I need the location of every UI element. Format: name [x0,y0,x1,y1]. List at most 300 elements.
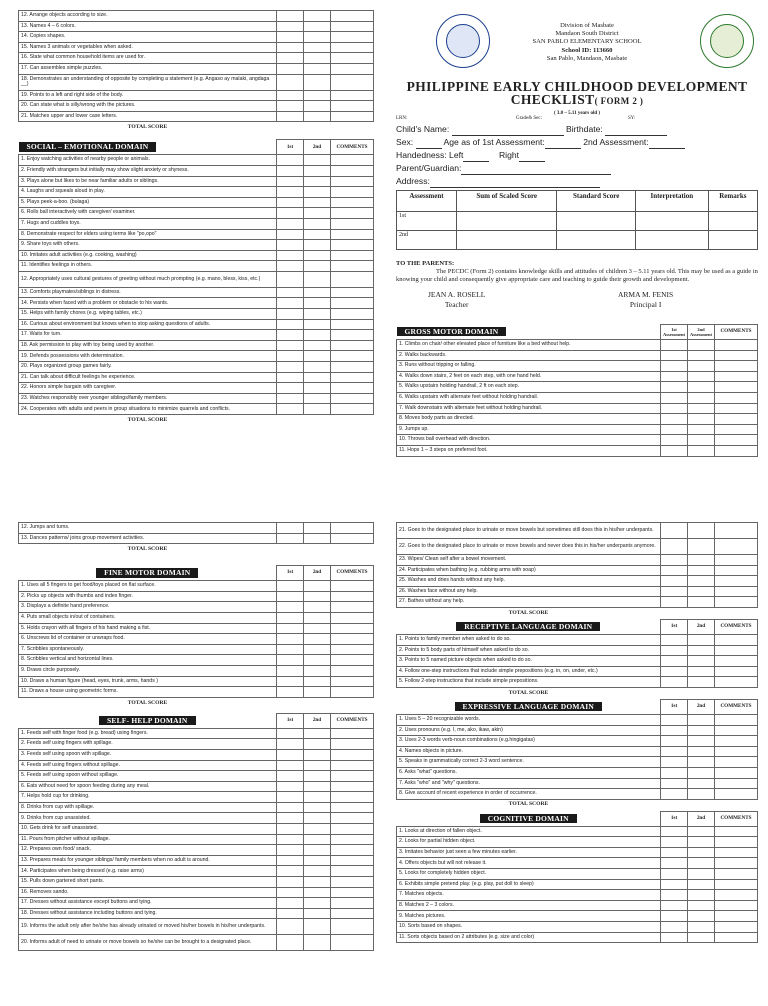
score-2nd-cell[interactable] [304,187,331,198]
comments-cell[interactable] [331,623,374,634]
score-1st-cell[interactable] [277,760,304,771]
score-1st-cell[interactable] [277,208,304,219]
score-2nd-cell[interactable] [688,414,715,425]
comments-cell[interactable] [331,739,374,750]
score-1st-cell[interactable] [277,781,304,792]
score-1st-cell[interactable] [277,351,304,362]
score-1st-cell[interactable] [277,824,304,835]
score-1st-cell[interactable] [277,393,304,404]
score-1st-cell[interactable] [277,623,304,634]
score-2nd-cell[interactable] [688,736,715,747]
score-1st-cell[interactable] [661,565,688,576]
score-2nd-cell[interactable] [688,767,715,778]
score-1st-cell[interactable] [661,869,688,880]
comments-cell[interactable] [715,757,758,768]
score-1st-cell[interactable] [661,932,688,943]
score-2nd-cell[interactable] [304,533,331,544]
comments-cell[interactable] [715,382,758,393]
score-1st-cell[interactable] [661,523,688,539]
score-1st-cell[interactable] [661,900,688,911]
score-2nd-cell[interactable] [688,565,715,576]
score-1st-cell[interactable] [661,890,688,901]
comments-cell[interactable] [331,908,374,919]
comments-cell[interactable] [331,271,374,287]
score-2nd-cell[interactable] [304,591,331,602]
score-1st-cell[interactable] [277,32,304,43]
score-2nd-cell[interactable] [304,240,331,251]
score-2nd-cell[interactable] [304,887,331,898]
comments-cell[interactable] [715,911,758,922]
comments-cell[interactable] [331,53,374,64]
score-2nd-cell[interactable] [304,287,331,298]
score-2nd-cell[interactable] [688,879,715,890]
score-2nd-cell[interactable] [304,393,331,404]
assessment-cell[interactable] [708,212,757,231]
comments-cell[interactable] [331,919,374,935]
score-2nd-cell[interactable] [304,330,331,341]
score-2nd-cell[interactable] [688,445,715,456]
score-2nd-cell[interactable] [688,932,715,943]
score-1st-cell[interactable] [661,725,688,736]
score-1st-cell[interactable] [661,837,688,848]
comments-cell[interactable] [331,749,374,760]
score-1st-cell[interactable] [661,424,688,435]
score-1st-cell[interactable] [277,792,304,803]
score-2nd-cell[interactable] [304,760,331,771]
score-2nd-cell[interactable] [688,757,715,768]
score-1st-cell[interactable] [277,21,304,32]
score-1st-cell[interactable] [277,229,304,240]
comments-cell[interactable] [331,655,374,666]
comments-cell[interactable] [715,789,758,800]
score-1st-cell[interactable] [277,665,304,676]
comments-cell[interactable] [715,576,758,587]
score-2nd-cell[interactable] [304,581,331,592]
score-1st-cell[interactable] [277,877,304,888]
score-1st-cell[interactable] [277,581,304,592]
comments-cell[interactable] [331,523,374,534]
assessment-cell[interactable] [708,231,757,250]
comments-cell[interactable] [715,340,758,351]
comments-cell[interactable] [331,330,374,341]
score-2nd-cell[interactable] [304,523,331,534]
assessment-cell[interactable] [635,212,708,231]
score-1st-cell[interactable] [661,645,688,656]
score-1st-cell[interactable] [277,908,304,919]
comments-cell[interactable] [331,21,374,32]
score-2nd-cell[interactable] [304,676,331,687]
score-1st-cell[interactable] [277,591,304,602]
comments-cell[interactable] [715,424,758,435]
comments-cell[interactable] [331,665,374,676]
score-1st-cell[interactable] [277,887,304,898]
comments-cell[interactable] [715,445,758,456]
score-2nd-cell[interactable] [688,911,715,922]
score-2nd-cell[interactable] [688,350,715,361]
score-1st-cell[interactable] [661,555,688,566]
score-1st-cell[interactable] [661,736,688,747]
sex-field[interactable] [416,139,442,149]
score-1st-cell[interactable] [277,739,304,750]
score-2nd-cell[interactable] [304,155,331,166]
score-2nd-cell[interactable] [688,778,715,789]
score-1st-cell[interactable] [277,855,304,866]
score-2nd-cell[interactable] [304,866,331,877]
score-1st-cell[interactable] [661,371,688,382]
score-2nd-cell[interactable] [304,176,331,187]
score-1st-cell[interactable] [277,63,304,74]
score-2nd-cell[interactable] [304,271,331,287]
comments-cell[interactable] [331,383,374,394]
comments-cell[interactable] [715,879,758,890]
comments-cell[interactable] [715,555,758,566]
score-1st-cell[interactable] [661,445,688,456]
comments-cell[interactable] [331,319,374,330]
score-2nd-cell[interactable] [688,858,715,869]
comments-cell[interactable] [715,900,758,911]
score-1st-cell[interactable] [277,271,304,287]
comments-cell[interactable] [331,644,374,655]
score-1st-cell[interactable] [661,858,688,869]
comments-cell[interactable] [331,362,374,373]
comments-cell[interactable] [331,32,374,43]
score-1st-cell[interactable] [661,414,688,425]
score-1st-cell[interactable] [277,155,304,166]
score-1st-cell[interactable] [277,602,304,613]
score-2nd-cell[interactable] [304,802,331,813]
score-1st-cell[interactable] [661,392,688,403]
score-1st-cell[interactable] [661,340,688,351]
comments-cell[interactable] [331,101,374,112]
score-2nd-cell[interactable] [304,165,331,176]
score-2nd-cell[interactable] [688,555,715,566]
score-2nd-cell[interactable] [304,655,331,666]
comments-cell[interactable] [715,565,758,576]
score-2nd-cell[interactable] [304,834,331,845]
score-1st-cell[interactable] [277,655,304,666]
score-2nd-cell[interactable] [688,597,715,608]
score-2nd-cell[interactable] [688,371,715,382]
comments-cell[interactable] [331,372,374,383]
score-2nd-cell[interactable] [304,919,331,935]
score-1st-cell[interactable] [661,677,688,688]
score-2nd-cell[interactable] [688,576,715,587]
comments-cell[interactable] [331,845,374,856]
comments-cell[interactable] [331,74,374,90]
comments-cell[interactable] [715,371,758,382]
score-1st-cell[interactable] [661,879,688,890]
score-1st-cell[interactable] [661,778,688,789]
score-2nd-cell[interactable] [304,612,331,623]
score-1st-cell[interactable] [277,644,304,655]
score-2nd-cell[interactable] [688,539,715,555]
score-2nd-cell[interactable] [688,900,715,911]
assessment-cell[interactable] [456,231,556,250]
score-1st-cell[interactable] [277,176,304,187]
score-1st-cell[interactable] [661,746,688,757]
score-1st-cell[interactable] [661,666,688,677]
score-1st-cell[interactable] [277,240,304,251]
assessment-cell[interactable] [557,231,635,250]
score-2nd-cell[interactable] [304,781,331,792]
comments-cell[interactable] [715,645,758,656]
score-2nd-cell[interactable] [304,53,331,64]
comments-cell[interactable] [331,634,374,645]
score-2nd-cell[interactable] [304,898,331,909]
score-2nd-cell[interactable] [688,645,715,656]
comments-cell[interactable] [331,813,374,824]
score-2nd-cell[interactable] [688,340,715,351]
score-2nd-cell[interactable] [304,319,331,330]
score-1st-cell[interactable] [277,919,304,935]
score-1st-cell[interactable] [277,298,304,309]
score-2nd-cell[interactable] [304,74,331,90]
score-2nd-cell[interactable] [304,90,331,101]
score-2nd-cell[interactable] [304,623,331,634]
comments-cell[interactable] [331,197,374,208]
comments-cell[interactable] [715,826,758,837]
comments-cell[interactable] [715,350,758,361]
right-field[interactable] [519,152,545,162]
comments-cell[interactable] [331,728,374,739]
comments-cell[interactable] [331,309,374,320]
comments-cell[interactable] [331,298,374,309]
score-1st-cell[interactable] [277,309,304,320]
score-1st-cell[interactable] [277,813,304,824]
comments-cell[interactable] [715,847,758,858]
score-2nd-cell[interactable] [304,372,331,383]
comments-cell[interactable] [331,11,374,22]
score-2nd-cell[interactable] [304,771,331,782]
second-assessment-field[interactable] [649,139,685,149]
score-1st-cell[interactable] [277,11,304,22]
score-1st-cell[interactable] [277,834,304,845]
score-2nd-cell[interactable] [688,656,715,667]
comments-cell[interactable] [331,855,374,866]
score-2nd-cell[interactable] [304,634,331,645]
score-2nd-cell[interactable] [304,687,331,698]
comments-cell[interactable] [715,523,758,539]
score-2nd-cell[interactable] [304,739,331,750]
score-1st-cell[interactable] [277,898,304,909]
score-1st-cell[interactable] [277,935,304,951]
score-1st-cell[interactable] [277,111,304,122]
score-2nd-cell[interactable] [688,725,715,736]
comments-cell[interactable] [331,591,374,602]
comments-cell[interactable] [331,250,374,261]
comments-cell[interactable] [331,42,374,53]
score-1st-cell[interactable] [277,362,304,373]
score-2nd-cell[interactable] [688,837,715,848]
comments-cell[interactable] [331,218,374,229]
comments-cell[interactable] [715,403,758,414]
comments-cell[interactable] [715,634,758,645]
score-1st-cell[interactable] [277,218,304,229]
score-1st-cell[interactable] [661,656,688,667]
score-2nd-cell[interactable] [304,309,331,320]
comments-cell[interactable] [331,63,374,74]
comments-cell[interactable] [331,676,374,687]
score-1st-cell[interactable] [277,676,304,687]
comments-cell[interactable] [715,922,758,933]
score-2nd-cell[interactable] [304,877,331,888]
score-1st-cell[interactable] [277,749,304,760]
comments-cell[interactable] [715,736,758,747]
comments-cell[interactable] [331,240,374,251]
score-1st-cell[interactable] [277,53,304,64]
comments-cell[interactable] [331,581,374,592]
comments-cell[interactable] [715,414,758,425]
score-2nd-cell[interactable] [304,855,331,866]
score-2nd-cell[interactable] [304,197,331,208]
score-2nd-cell[interactable] [304,845,331,856]
score-1st-cell[interactable] [661,826,688,837]
score-2nd-cell[interactable] [688,586,715,597]
score-1st-cell[interactable] [661,597,688,608]
score-2nd-cell[interactable] [688,890,715,901]
score-2nd-cell[interactable] [304,813,331,824]
score-1st-cell[interactable] [277,197,304,208]
comments-cell[interactable] [715,435,758,446]
comments-cell[interactable] [331,393,374,404]
score-1st-cell[interactable] [277,523,304,534]
score-1st-cell[interactable] [661,847,688,858]
comments-cell[interactable] [331,176,374,187]
score-1st-cell[interactable] [661,634,688,645]
score-1st-cell[interactable] [661,403,688,414]
comments-cell[interactable] [331,771,374,782]
comments-cell[interactable] [331,781,374,792]
comments-cell[interactable] [715,361,758,372]
comments-cell[interactable] [331,340,374,351]
score-1st-cell[interactable] [277,634,304,645]
score-1st-cell[interactable] [661,922,688,933]
comments-cell[interactable] [715,869,758,880]
score-2nd-cell[interactable] [304,32,331,43]
comments-cell[interactable] [331,834,374,845]
score-1st-cell[interactable] [277,612,304,623]
score-2nd-cell[interactable] [304,229,331,240]
comments-cell[interactable] [331,792,374,803]
comments-cell[interactable] [715,890,758,901]
comments-cell[interactable] [331,877,374,888]
score-1st-cell[interactable] [661,382,688,393]
comments-cell[interactable] [715,586,758,597]
score-2nd-cell[interactable] [688,666,715,677]
score-1st-cell[interactable] [277,261,304,272]
score-2nd-cell[interactable] [304,824,331,835]
score-1st-cell[interactable] [661,350,688,361]
score-2nd-cell[interactable] [304,42,331,53]
comments-cell[interactable] [715,677,758,688]
score-1st-cell[interactable] [277,866,304,877]
score-2nd-cell[interactable] [304,665,331,676]
score-1st-cell[interactable] [277,90,304,101]
comments-cell[interactable] [331,165,374,176]
score-1st-cell[interactable] [277,802,304,813]
score-2nd-cell[interactable] [688,392,715,403]
score-2nd-cell[interactable] [304,340,331,351]
comments-cell[interactable] [331,612,374,623]
comments-cell[interactable] [331,687,374,698]
score-1st-cell[interactable] [277,404,304,415]
score-1st-cell[interactable] [277,42,304,53]
score-1st-cell[interactable] [661,576,688,587]
address-field[interactable] [430,178,600,188]
score-2nd-cell[interactable] [304,208,331,219]
score-2nd-cell[interactable] [688,634,715,645]
comments-cell[interactable] [331,155,374,166]
score-2nd-cell[interactable] [688,869,715,880]
score-2nd-cell[interactable] [304,21,331,32]
score-1st-cell[interactable] [277,340,304,351]
score-1st-cell[interactable] [661,361,688,372]
comments-cell[interactable] [715,392,758,403]
score-2nd-cell[interactable] [304,644,331,655]
comments-cell[interactable] [715,767,758,778]
comments-cell[interactable] [715,837,758,848]
score-2nd-cell[interactable] [688,435,715,446]
score-2nd-cell[interactable] [304,11,331,22]
score-2nd-cell[interactable] [304,63,331,74]
score-2nd-cell[interactable] [304,792,331,803]
score-1st-cell[interactable] [661,767,688,778]
score-1st-cell[interactable] [277,533,304,544]
comments-cell[interactable] [331,229,374,240]
comments-cell[interactable] [715,746,758,757]
comments-cell[interactable] [715,858,758,869]
score-2nd-cell[interactable] [688,361,715,372]
comments-cell[interactable] [331,187,374,198]
score-2nd-cell[interactable] [688,677,715,688]
score-2nd-cell[interactable] [304,111,331,122]
score-1st-cell[interactable] [277,771,304,782]
comments-cell[interactable] [331,533,374,544]
assessment-cell[interactable] [557,212,635,231]
score-2nd-cell[interactable] [688,847,715,858]
comments-cell[interactable] [715,666,758,677]
score-2nd-cell[interactable] [304,218,331,229]
comments-cell[interactable] [331,287,374,298]
score-1st-cell[interactable] [277,687,304,698]
comments-cell[interactable] [331,898,374,909]
comments-cell[interactable] [331,802,374,813]
score-1st-cell[interactable] [277,101,304,112]
score-2nd-cell[interactable] [304,261,331,272]
assessment-cell[interactable] [635,231,708,250]
score-2nd-cell[interactable] [304,908,331,919]
score-1st-cell[interactable] [277,165,304,176]
score-1st-cell[interactable] [661,586,688,597]
score-1st-cell[interactable] [277,728,304,739]
score-1st-cell[interactable] [277,250,304,261]
comments-cell[interactable] [331,887,374,898]
comments-cell[interactable] [715,778,758,789]
score-2nd-cell[interactable] [304,383,331,394]
parent-field[interactable] [461,165,611,175]
score-2nd-cell[interactable] [688,382,715,393]
comments-cell[interactable] [331,760,374,771]
score-1st-cell[interactable] [277,319,304,330]
comments-cell[interactable] [331,90,374,101]
score-2nd-cell[interactable] [688,789,715,800]
score-2nd-cell[interactable] [688,922,715,933]
score-2nd-cell[interactable] [304,935,331,951]
score-1st-cell[interactable] [661,757,688,768]
age-first-field[interactable] [545,139,581,149]
score-1st-cell[interactable] [277,287,304,298]
comments-cell[interactable] [331,935,374,951]
